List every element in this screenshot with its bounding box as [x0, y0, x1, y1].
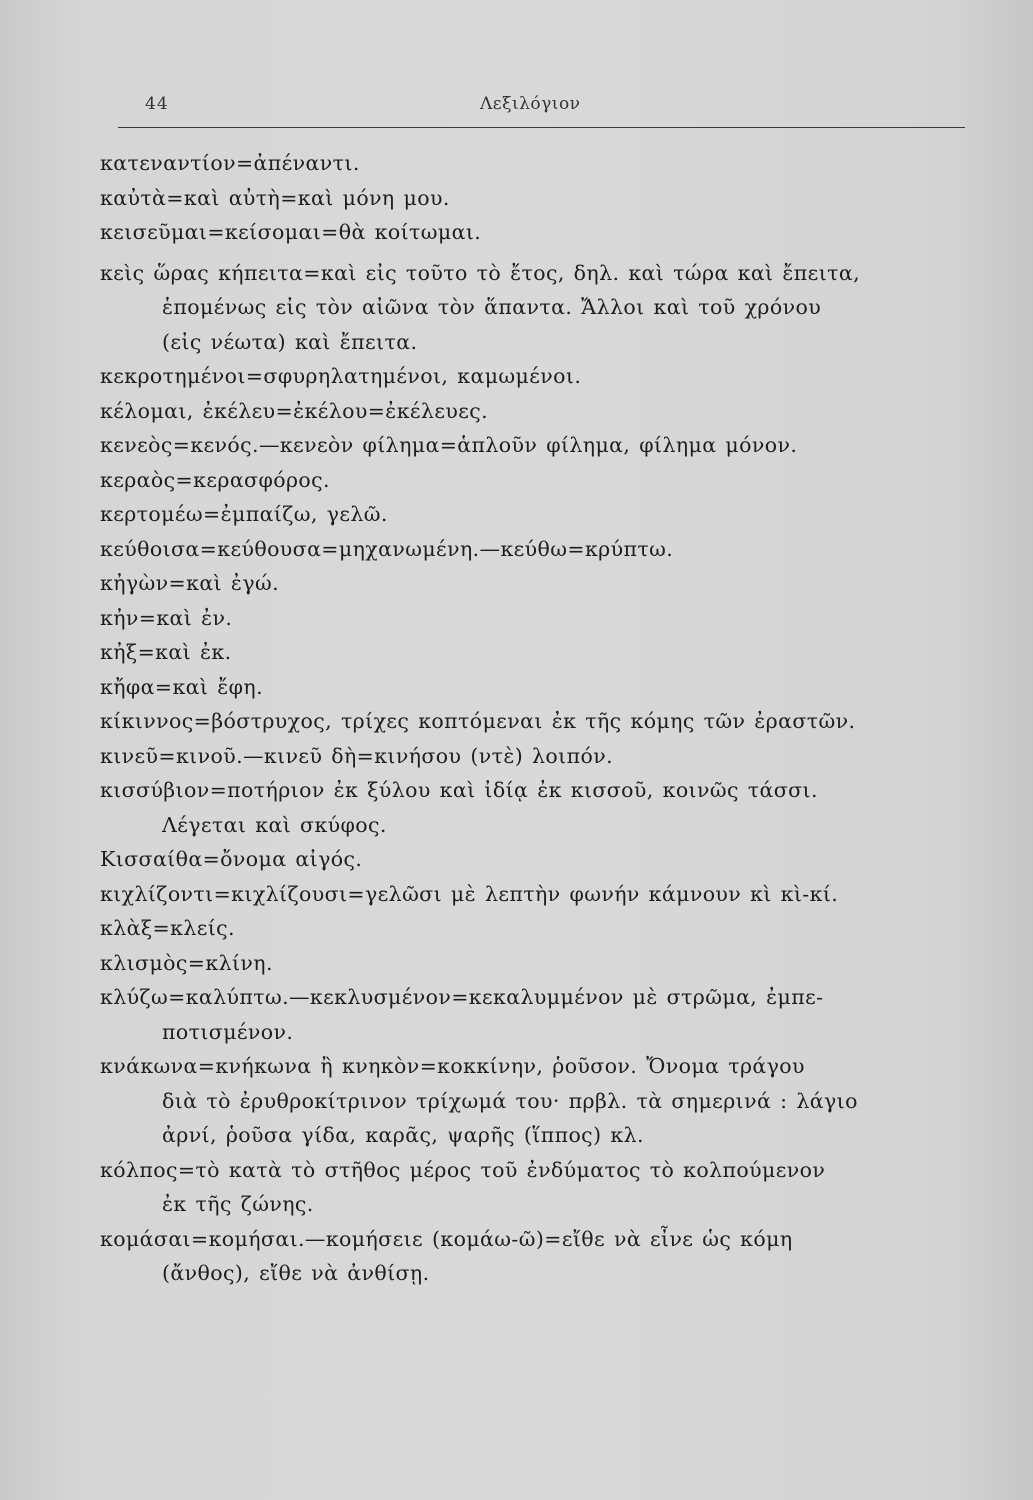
entry-line: κἤφα=καὶ ἔφη. — [100, 674, 264, 699]
glossary-entry — [100, 980, 980, 1049]
entry-line: κἠγὼν=καὶ ἐγώ. — [100, 571, 279, 595]
page-number: 44 — [145, 94, 169, 114]
entry-line: κλισμὸς=κλίνη. — [100, 950, 273, 975]
entry-line: κἠν=καὶ ἐν. — [100, 605, 233, 630]
glossary-entry — [100, 946, 980, 981]
entry-line: κερτομέω=ἐμπαίζω, γελῶ. — [100, 502, 388, 526]
entry-continuation: ἀρνί, ῥοῦσα γίδα, καρᾶς, ψαρῆς (ἵππος) κλ. — [162, 1123, 644, 1147]
entry-line: κεκροτημένοι=σφυρηλατημένοι, καμωμένοι. — [100, 364, 582, 388]
entry-line: κίκιννος=βόστρυχος, τρίχες κοπτόμεναι ἐκ τῆς κόμης τῶν ἐραστῶν. — [100, 709, 856, 733]
entry-line: κλὰξ=κλείς. — [100, 916, 235, 940]
glossary-entry — [100, 256, 980, 360]
entry-continuation: ἐκ τῆς ζώνης. — [162, 1192, 314, 1216]
glossary-entry — [100, 215, 980, 250]
glossary-entry — [100, 773, 980, 842]
glossary-entry — [100, 1049, 980, 1153]
glossary-entry — [100, 359, 980, 394]
glossary-entry — [100, 497, 980, 532]
entry-line: κενεὸς=κενός.—κενεὸν φίλημα=ἁπλοῦν φίλημα, φίλημα μόνον. — [100, 433, 798, 457]
entry-line: κέλομαι, ἐκέλευ=ἐκέλου=ἐκέλευες. — [100, 398, 489, 423]
entry-line: κατεναντίον=ἀπέναντι. — [100, 151, 360, 175]
glossary-entry — [100, 428, 980, 463]
glossary-entry — [100, 635, 980, 670]
entry-line: κισσύβιον=ποτήριον ἐκ ξύλου καὶ ἰδίᾳ ἐκ κισσοῦ, κοινῶς τάσσι. — [100, 778, 818, 802]
glossary-entry — [100, 877, 980, 912]
glossary-entry — [100, 842, 980, 877]
entry-line: κεὶς ὥρας κήπειτα=καὶ εἰς τοῦτο τὸ ἔτος, δηλ. καὶ τώρα καὶ ἔπειτα, — [100, 260, 861, 285]
glossary-entry — [100, 670, 980, 705]
entry-continuation: ἑπομένως εἰς τὸν αἰῶνα τὸν ἅπαντα. Ἄλλοι καὶ τοῦ χρόνου — [162, 295, 822, 319]
glossary-entry — [100, 566, 980, 601]
header-rule — [118, 127, 965, 128]
glossary-entry — [100, 911, 980, 946]
glossary-entry — [100, 704, 980, 739]
page-header — [145, 94, 965, 124]
glossary-entry — [100, 532, 980, 567]
entry-line: Κισσαίθα=ὄνομα αἰγός. — [100, 847, 363, 871]
glossary-entry — [100, 1153, 980, 1222]
entry-line: κιχλίζοντι=κιχλίζουσι=γελῶσι μὲ λεπτὴν φωνήν κάμνουν κὶ κὶ-κί. — [100, 881, 839, 906]
glossary-entries — [100, 146, 980, 1291]
entry-continuation: Λέγεται καὶ σκύφος. — [162, 812, 387, 837]
glossary-entry — [100, 463, 980, 498]
glossary-entry — [100, 1222, 980, 1291]
entry-line: κἠξ=καὶ ἐκ. — [100, 640, 232, 664]
glossary-entry — [100, 146, 980, 181]
glossary-entry — [100, 181, 980, 216]
entry-line: κνάκωνα=κνήκωνα ἢ κνηκὸν=κοκκίνην, ῥοῦσον. Ὄνομα τράγου — [100, 1054, 805, 1078]
entry-continuation: διὰ τὸ ἐρυθροκίτρινον τρίχωμά του· πρβλ. τὰ σημερινά : λάγιο — [162, 1088, 858, 1113]
running-title: Λεξιλόγιον — [480, 94, 581, 114]
entry-line: κεισεῦμαι=κείσομαι=θὰ κοίτωμαι. — [100, 220, 482, 244]
entry-line: κινεῦ=κινοῦ.—κινεῦ δὴ=κινήσου (ντὲ) λοιπόν. — [100, 743, 614, 768]
glossary-entry — [100, 739, 980, 774]
entry-line: κλύζω=καλύπτω.—κεκλυσμένον=κεκαλυμμένον μὲ στρῶμα, ἐμπε- — [100, 985, 824, 1009]
glossary-entry — [100, 394, 980, 429]
entry-line: κεραὸς=κερασφόρος. — [100, 467, 330, 492]
entry-line: κομάσαι=κομήσαι.—κομήσειε (κομάω-ῶ)=εἴθε νὰ εἶνε ὡς κόμη — [100, 1226, 793, 1251]
entry-line: κεύθοισα=κεύθουσα=μηχανωμένη.—κεύθω=κρύπτω. — [100, 536, 674, 561]
entry-line: καὐτὰ=καὶ αὐτὴ=καὶ μόνη μου. — [100, 185, 450, 210]
entry-continuation: (εἰς νέωτα) καὶ ἔπειτα. — [162, 329, 418, 354]
entry-line: κόλπος=τὸ κατὰ τὸ στῆθος μέρος τοῦ ἐνδύματος τὸ κολπούμενον — [100, 1157, 826, 1182]
entry-continuation: (ἄνθος), εἴθε νὰ ἀνθίσῃ. — [162, 1261, 430, 1285]
entry-continuation: ποτισμένον. — [162, 1019, 294, 1044]
glossary-entry — [100, 601, 980, 636]
